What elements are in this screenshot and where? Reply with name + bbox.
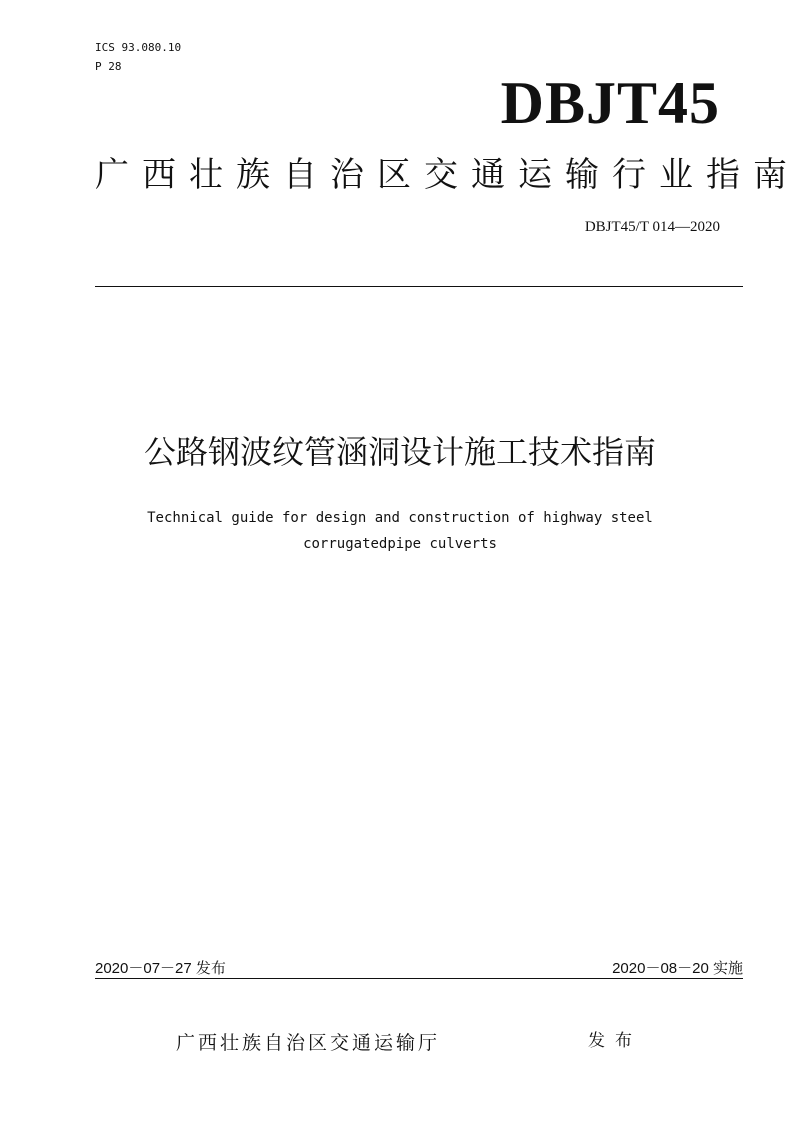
implementation-date: 2020－08－20 实施 (612, 960, 743, 977)
document-title-chinese: 公路钢波纹管涵洞设计施工技术指南 (143, 433, 656, 471)
standard-number: DBJT45/T 014—2020 (584, 219, 720, 235)
standard-code-logo: DBJT45 (500, 70, 720, 136)
document-title-english (100, 505, 700, 557)
english-title-line-1: Technical guide for design and construction of highway steel (147, 510, 653, 526)
ics-code: ICS 93.080.10 (95, 41, 182, 54)
footer-divider (95, 978, 743, 979)
classification-code: P 28 (95, 60, 122, 73)
header-divider (95, 286, 743, 287)
english-title-line-2: corrugatedpipe culverts (303, 536, 497, 552)
standard-type-title: 广西壮族自治区交通运输行业指南 (95, 155, 800, 195)
issue-date: 2020－07－27 发布 (95, 960, 226, 977)
issue-label: 发布 (588, 1031, 642, 1051)
issuing-authority: 广西壮族自治区交通运输厅 (176, 1032, 441, 1054)
